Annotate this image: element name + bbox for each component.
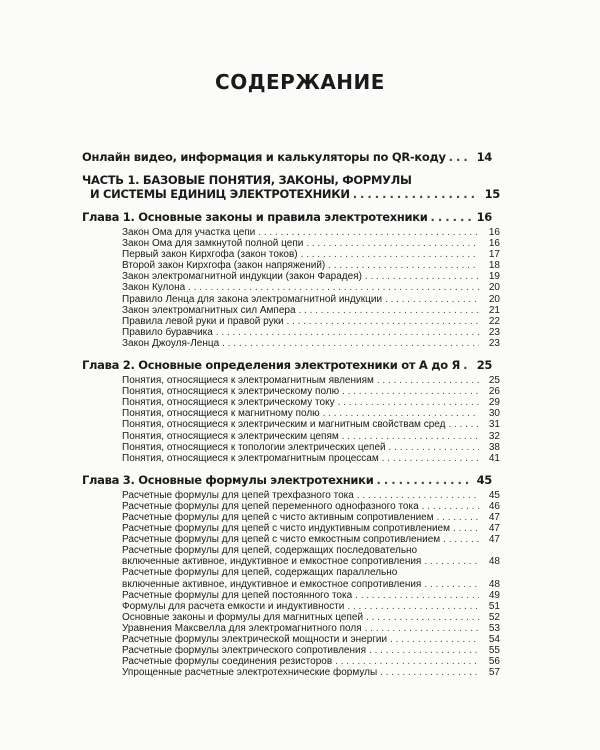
toc-entry-label: Первый закон Кирхгофа (закон токов) [122, 249, 298, 261]
toc-entry[interactable] [90, 386, 500, 397]
toc-entry-page: 25 [476, 358, 493, 373]
toc-entry-page: 32 [488, 430, 500, 442]
leader-dots [453, 523, 479, 534]
toc-entry[interactable] [90, 327, 500, 338]
toc-entry-page: 41 [488, 452, 500, 464]
toc-entry-label: Понятия, относящиеся к электрическим цепям [122, 430, 339, 442]
leader-dots [424, 579, 479, 590]
leader-dots [306, 238, 479, 249]
toc-entry[interactable] [90, 490, 500, 501]
leader-dots [431, 210, 471, 224]
toc-entry[interactable] [90, 667, 500, 678]
leader-dots [390, 634, 479, 645]
leader-dots [443, 534, 479, 545]
part-title-line-2-row [90, 187, 500, 201]
toc-entry-label: Понятия, относящиеся к магнитному полю [122, 408, 320, 420]
toc-entry-label: Формулы для расчета емкости и индуктивности [122, 600, 345, 612]
leader-dots [365, 271, 479, 282]
leader-dots [449, 150, 471, 164]
toc-entry-label: Закон электромагнитных сил Ампера [122, 304, 296, 316]
toc-entry[interactable] [90, 634, 500, 645]
toc-entry[interactable] [90, 249, 500, 260]
leader-dots [424, 556, 479, 567]
toc-entry[interactable] [90, 534, 500, 545]
leader-dots [335, 656, 479, 667]
toc-entry-page: 23 [488, 326, 500, 338]
toc-entry[interactable] [90, 612, 500, 623]
toc-entry[interactable] [90, 282, 500, 293]
chapter-2 [82, 358, 500, 464]
leader-dots [338, 397, 479, 408]
toc-entry-page: 23 [488, 337, 500, 349]
toc-entry-multiline-end[interactable] [90, 556, 500, 567]
leader-dots [365, 623, 479, 634]
toc-entry-page: 45 [476, 472, 492, 487]
toc-entry[interactable] [90, 408, 500, 419]
toc-entry-page: 29 [488, 397, 500, 409]
toc-entry-page: 14 [476, 150, 492, 164]
toc-entry-label: Правила левой руки и правой руки [122, 315, 284, 327]
toc-entry-page: 48 [488, 578, 500, 590]
toc-entry-page: 30 [488, 408, 500, 420]
toc-entry-label: включенные активное, индуктивное и емкостное сопротивления [122, 556, 422, 568]
toc-entry[interactable] [90, 419, 500, 430]
toc-entry[interactable] [90, 601, 500, 612]
toc-entry[interactable] [90, 501, 500, 512]
toc-entry-label: Глава 3. Основные формулы электротехники [82, 472, 374, 487]
chapter-entries [90, 375, 500, 464]
leader-dots [216, 327, 479, 338]
toc-entry-label: Закон Ома для участка цепи [122, 227, 256, 238]
leader-dots [377, 375, 479, 386]
toc-entry[interactable] [90, 397, 500, 408]
toc-entry-chapter-1[interactable] [82, 210, 492, 224]
toc-entry-page: 47 [488, 523, 500, 535]
leader-dots [222, 338, 479, 349]
toc-entry-label: Понятия, относящиеся к электрическому полю [122, 386, 340, 398]
toc-entry-page: 31 [488, 419, 500, 431]
toc-entry[interactable] [90, 623, 500, 634]
toc-entry[interactable] [90, 590, 500, 601]
toc-entry-label: Закон Кулона [122, 282, 186, 294]
part-title-line-2: И СИСТЕМЫ ЕДИНИЦ ЭЛЕКТРОТЕХНИКИ [90, 187, 350, 201]
toc-entry[interactable] [90, 260, 500, 271]
leader-dots [369, 645, 479, 656]
toc-entry-label: Глава 1. Основные законы и правила электротехники [82, 210, 428, 224]
toc-entry-label: Закон Джоуля-Ленца [122, 337, 220, 349]
toc-entry-label: Расчетные формулы для цепей постоянного тока [122, 589, 353, 601]
toc-entry[interactable] [90, 294, 500, 305]
toc-entry-page: 46 [488, 500, 500, 512]
toc-entry-page: 51 [488, 600, 500, 612]
chapter-entries [90, 227, 500, 349]
toc-entry[interactable] [90, 316, 500, 327]
toc-entry-label: включенные активное, индуктивное и емкостное сопротивления [122, 578, 422, 590]
toc-entry-page: 45 [488, 489, 500, 501]
leader-dots [328, 260, 479, 271]
toc-entry[interactable] [90, 271, 500, 282]
toc-entry-label: Понятия, относящиеся к топологии электрических цепей [122, 441, 386, 453]
toc-entry-label: Понятия, относящиеся к электромагнитным явлениям [122, 375, 374, 387]
leader-dots [366, 612, 479, 623]
leader-dots [323, 408, 479, 419]
leader-dots [347, 601, 479, 612]
toc-entry-label: Расчетные формулы для цепей переменного однофазного тока [122, 500, 419, 512]
toc-entry[interactable] [90, 238, 500, 249]
toc-entry-page: 22 [488, 315, 500, 327]
toc-entry-page: 20 [488, 293, 500, 305]
toc-entry-multiline[interactable] [90, 567, 500, 578]
leader-dots [357, 490, 479, 501]
toc-entry-page: 56 [488, 656, 500, 668]
toc-entry[interactable] [90, 442, 500, 453]
toc-entry[interactable] [90, 645, 500, 656]
leader-dots [422, 501, 479, 512]
leader-dots [448, 419, 479, 430]
leader-dots [389, 442, 479, 453]
toc-entry-label: Расчетные формулы для цепей с чисто индуктивным сопротивлением [122, 523, 450, 535]
toc-entry-page: 49 [488, 589, 500, 601]
leader-dots [380, 667, 479, 678]
leader-dots [382, 453, 479, 464]
toc-entry-chapter-3[interactable] [82, 473, 492, 487]
toc-entry-label: Закон Ома для замкнутой полной цепи [122, 238, 304, 250]
toc-entry-page: 25 [488, 375, 500, 387]
toc-entry-page: 16 [488, 238, 500, 250]
toc-entry-page: 54 [488, 634, 500, 645]
toc-entry-page: 55 [488, 645, 500, 657]
toc-entry-label: Упрощенные расчетные электротехнические формулы [122, 667, 378, 679]
toc-entry-page: 47 [488, 511, 500, 523]
toc-entry-label: Глава 2. Основные определения электротехники от А до Я [82, 358, 461, 373]
toc-entry-label: Расчетные формулы для цепей трехфазного тока [122, 489, 354, 501]
toc-entry-page: 21 [488, 304, 500, 316]
toc-entry[interactable] [90, 453, 500, 464]
toc-entry-label: Закон электромагнитной индукции (закон Фарадея) [122, 271, 362, 283]
leader-dots [287, 316, 479, 327]
toc-entry-label: Онлайн видео, информация и калькуляторы по QR-коду [82, 150, 446, 164]
toc-entry-multiline[interactable] [90, 545, 500, 556]
toc-entry-label: Второй закон Кирхгофа (закон напряжений) [122, 260, 326, 272]
table-of-contents [82, 150, 500, 679]
toc-entry-page: 19 [488, 271, 500, 283]
toc-entry-label-line: Расчетные формулы для цепей, содержащих последовательно [122, 545, 418, 557]
toc-entry[interactable] [90, 431, 500, 442]
toc-entry-label: Основные законы и формулы для магнитных цепей [122, 611, 364, 623]
toc-entry-label: Правило Ленца для закона электромагнитной индукции [122, 293, 383, 305]
toc-entry-multiline-end[interactable] [90, 579, 500, 590]
leader-dots [385, 294, 479, 305]
toc-entry-label: Расчетные формулы для цепей с чисто емкостным сопротивлением [122, 534, 441, 546]
chapter-list [82, 210, 500, 679]
toc-entry-label: Правило буравчика [122, 326, 213, 338]
toc-entry-label: Понятия, относящиеся к электрическому току [122, 397, 335, 409]
toc-entry-part-1[interactable] [82, 173, 500, 201]
toc-entry[interactable] [90, 656, 500, 667]
toc-entry-page: 20 [488, 282, 500, 294]
leader-dots [188, 282, 479, 293]
toc-entry-page: 48 [488, 556, 500, 568]
toc-entry-label: Расчетные формулы соединения резисторов [122, 656, 333, 668]
toc-entry-page: 53 [488, 622, 500, 634]
toc-entry-label: Уравнения Максвелла для электромагнитного поля [122, 622, 362, 634]
page-title: СОДЕРЖАНИЕ [215, 70, 385, 94]
toc-entry-page: 47 [488, 534, 500, 546]
toc-entry-page: 15 [484, 187, 500, 201]
toc-entry-page: 16 [488, 227, 500, 238]
toc-entry[interactable] [90, 338, 500, 349]
leader-dots [463, 358, 471, 372]
chapter-3 [82, 472, 500, 679]
toc-entry-page: 38 [488, 441, 500, 453]
toc-entry-page: 16 [476, 210, 492, 224]
leader-dots [301, 249, 479, 260]
leader-dots [353, 187, 479, 201]
leader-dots [342, 386, 479, 397]
toc-entry[interactable] [90, 512, 500, 523]
chapter-1 [82, 210, 500, 349]
toc-entry-page: 57 [488, 667, 500, 679]
part-title-line-1: ЧАСТЬ 1. БАЗОВЫЕ ПОНЯТИЯ, ЗАКОНЫ, ФОРМУЛЫ [82, 173, 412, 187]
toc-entry-label: Расчетные формулы электрической мощности и энергии [122, 634, 388, 645]
toc-entry-label: Расчетные формулы для цепей с чисто активным сопротивлением [122, 511, 434, 523]
toc-entry-label: Понятия, относящиеся к электромагнитным процессам [122, 452, 379, 464]
leader-dots [437, 512, 479, 523]
toc-entry-page: 52 [488, 611, 500, 623]
toc-entry[interactable] [90, 375, 500, 386]
toc-entry-intro[interactable] [82, 150, 492, 164]
leader-dots [376, 473, 471, 487]
toc-entry-page: 17 [488, 249, 500, 261]
toc-entry[interactable] [90, 305, 500, 316]
toc-entry-page: 26 [488, 386, 500, 398]
leader-dots [299, 305, 479, 316]
toc-entry-label: Расчетные формулы электрического сопротивления [122, 645, 367, 657]
toc-entry[interactable] [90, 523, 500, 534]
toc-entry[interactable] [90, 227, 500, 238]
leader-dots [258, 227, 479, 238]
chapter-entries [90, 490, 500, 679]
toc-entry-label-line: Расчетные формулы для цепей, содержащих параллельно [122, 567, 398, 579]
toc-entry-page: 18 [488, 260, 500, 272]
leader-dots [355, 590, 479, 601]
toc-entry-chapter-2[interactable] [82, 358, 492, 372]
leader-dots [342, 431, 479, 442]
toc-entry-label: Понятия, относящиеся к электрическим и магнитным свойствам сред [122, 419, 446, 431]
